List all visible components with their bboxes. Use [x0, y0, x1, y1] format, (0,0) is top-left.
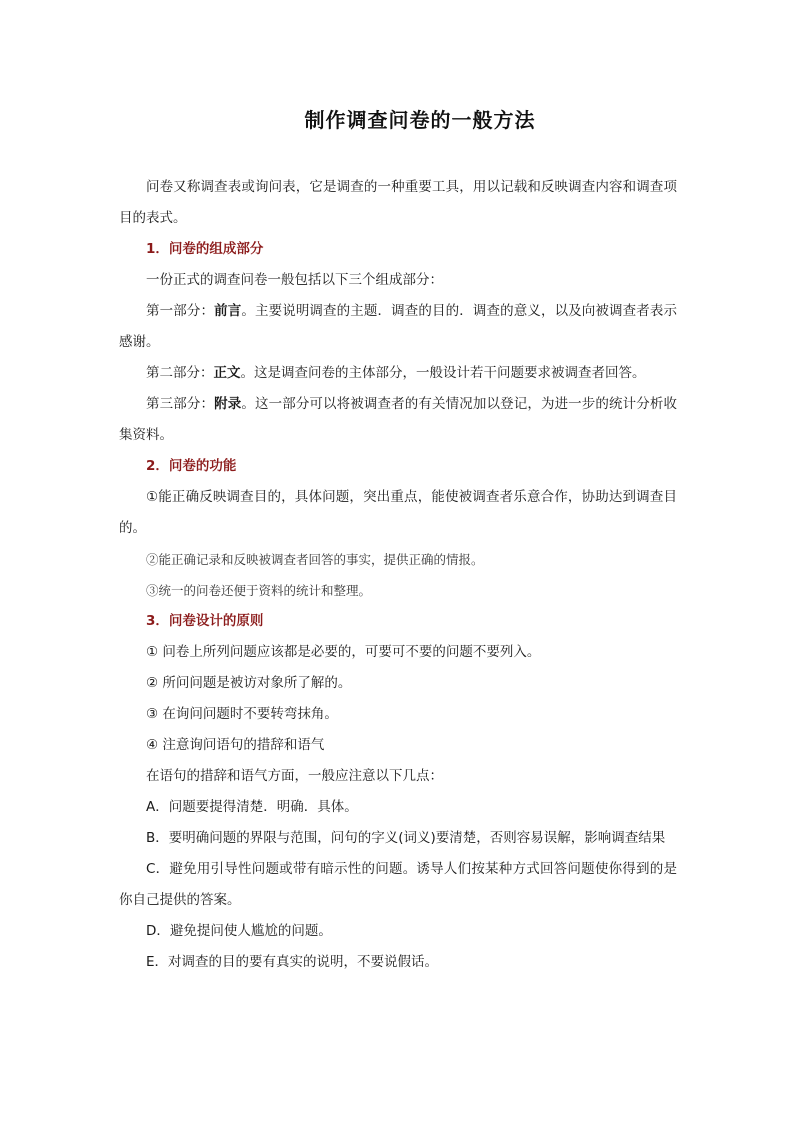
part-two-label: 正文	[213, 365, 241, 381]
function-item: ②能正确记录和反映被调查者回答的事实，提供正确的情报。	[146, 552, 484, 567]
principle-item: ① 问卷上所列问题应该都是必要的，可要可不要的问题不要列入。	[146, 644, 541, 660]
wording-point: A．问题要提得清楚．明确．具体。	[146, 799, 358, 815]
wording-point: D．避免提问使人尴尬的问题。	[146, 923, 332, 939]
intro-paragraph: 问卷又称调查表或询问表，它是调查的一种重要工具，用以记载和反映调查内容和调查项目的表式。	[119, 179, 677, 226]
section-heading-principles: 3．问卷设计的原则	[146, 613, 264, 629]
part-one-paragraph	[119, 296, 677, 358]
wording-point: C．避免用引导性问题或带有暗示性的问题。诱导人们按某种方式回答问题使你得到的是你自己提供的答案。	[119, 861, 677, 908]
wording-point: E．对调查的目的要有真实的说明，不要说假话。	[146, 954, 439, 970]
principle-item: ③ 在询问问题时不要转弯抹角。	[146, 706, 338, 722]
principle-item: ② 所问问题是被访对象所了解的。	[146, 675, 352, 691]
principle-item: ④ 注意询问语句的措辞和语气	[146, 737, 325, 753]
part-one-label: 前言	[214, 303, 242, 319]
wording-lead: 在语句的措辞和语气方面，一般应注意以下几点：	[146, 768, 443, 784]
function-item: ③统一的问卷还便于资料的统计和整理。	[146, 583, 372, 598]
section-heading-function: 2．问卷的功能	[146, 458, 237, 474]
part-two-text: 。这是调查问卷的主体部分，一般设计若干问题要求被调查者回答。	[240, 365, 646, 381]
part-one-text: 。主要说明调查的主题．调查的目的．调查的意义，以及向被调查者表示感谢。	[119, 303, 678, 350]
part-three-label: 附录	[214, 396, 242, 412]
document-title: 制作调查问卷的一般方法	[304, 108, 536, 132]
function-item: ①能正确反映调查目的，具体问题，突出重点，能使被调查者乐意合作，协助达到调查目的。	[119, 489, 677, 536]
part-two-prefix: 第二部分：	[146, 365, 214, 381]
part-two-paragraph	[119, 358, 677, 389]
wording-point: B．要明确问题的界限与范围，问句的字义(词义)要清楚，否则容易误解，影响调查结果	[146, 830, 666, 846]
part-one-prefix: 第一部分：	[146, 303, 215, 319]
section-heading-composition: 1．问卷的组成部分	[146, 241, 264, 257]
composition-lead: 一份正式的调查问卷一般包括以下三个组成部分：	[146, 272, 443, 288]
part-three-text: 。这一部分可以将被调查者的有关情况加以登记，为进一步的统计分析收集资料。	[119, 396, 678, 443]
part-three-prefix: 第三部分：	[146, 396, 215, 412]
document-body	[119, 172, 677, 978]
part-three-paragraph	[119, 389, 677, 451]
